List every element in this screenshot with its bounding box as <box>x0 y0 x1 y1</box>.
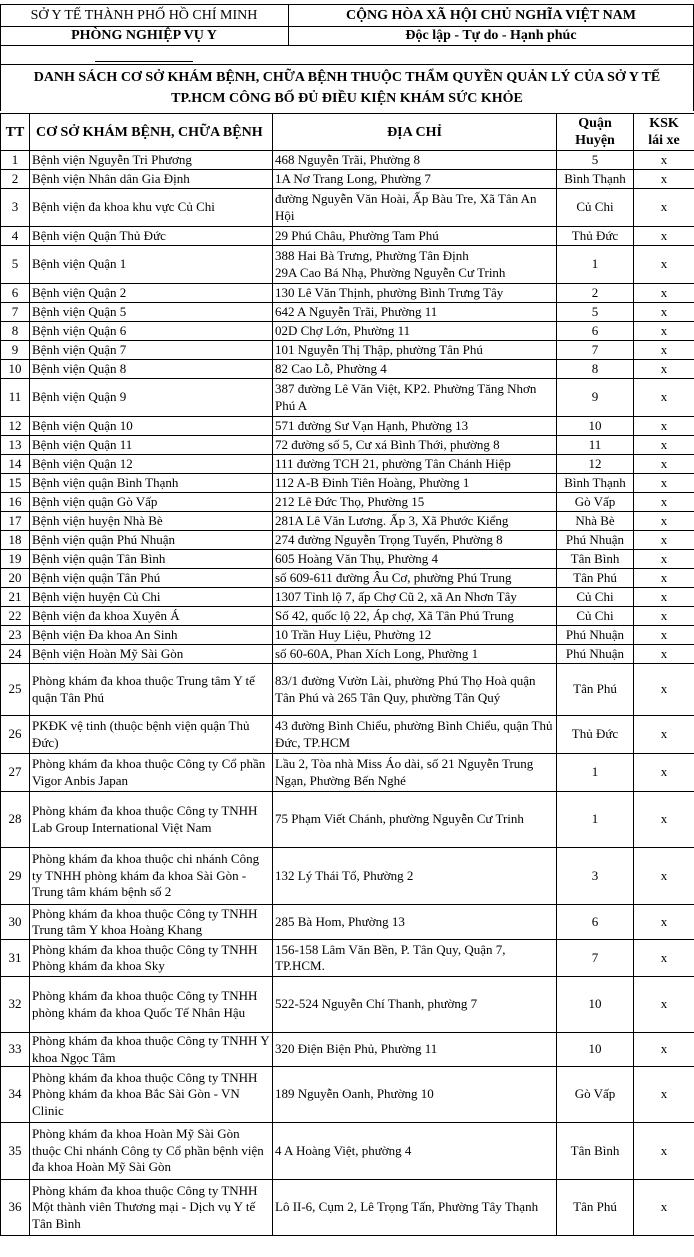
row-number: 18 <box>1 531 30 550</box>
facility-district: Gò Vấp <box>557 493 634 512</box>
facility-district: Củ Chi <box>557 588 634 607</box>
facility-address: 112 A-B Đinh Tiên Hoàng, Phường 1 <box>273 474 557 493</box>
row-number: 35 <box>1 1123 30 1180</box>
facility-district: Tân Phú <box>557 1180 634 1236</box>
col-header-ksk-line1: KSK <box>649 116 679 131</box>
ksk-mark: x <box>634 189 694 227</box>
facility-name: Bệnh viện Quận 7 <box>30 341 273 360</box>
header-border-divider <box>288 4 289 45</box>
row-number: 7 <box>1 303 30 322</box>
facility-district: Tân Bình <box>557 1123 634 1180</box>
facility-address: Lô II-6, Cụm 2, Lê Trọng Tấn, Phường Tây Thạnh <box>273 1180 557 1236</box>
facility-name: Bệnh viện quận Gò Vấp <box>30 493 273 512</box>
row-number: 31 <box>1 940 30 977</box>
ksk-mark: x <box>634 455 694 474</box>
table-row <box>1 455 694 474</box>
facility-district: Phú Nhuận <box>557 531 634 550</box>
facility-district: Tân Phú <box>557 664 634 716</box>
facility-name: Phòng khám đa khoa thuộc chi nhánh Công ty TNHH phòng khám đa khoa Sài Gòn - Trung tâm khám bệnh số 2 <box>30 848 273 905</box>
facility-district: 1 <box>557 754 634 792</box>
facility-address: 642 A Nguyễn Trãi, Phường 11 <box>273 303 557 322</box>
header-border-top <box>0 4 694 5</box>
facility-address: 156-158 Lâm Văn Bền, P. Tân Quy, Quận 7, TP.HCM. <box>273 940 557 977</box>
national-title: CỘNG HÒA XÃ HỘI CHỦ NGHĨA VIỆT NAM <box>345 8 636 23</box>
ksk-mark: x <box>634 151 694 170</box>
facility-table <box>0 113 694 1236</box>
table-row <box>1 1033 694 1067</box>
facility-address: 387 đường Lê Văn Việt, KP2. Phường Tăng Nhơn Phú A <box>273 379 557 417</box>
table-row <box>1 303 694 322</box>
table-row <box>1 436 694 455</box>
facility-address: 83/1 đường Vườn Lài, phường Phú Thọ Hoà quận Tân Phú và 265 Tân Quy, phường Tân Quý <box>273 664 557 716</box>
row-number: 15 <box>1 474 30 493</box>
facility-address: 72 đường số 5, Cư xá Bình Thới, phường 8 <box>273 436 557 455</box>
row-number: 28 <box>1 792 30 848</box>
facility-address: 571 đường Sư Vạn Hạnh, Phường 13 <box>273 417 557 436</box>
table-row <box>1 607 694 626</box>
facility-address: 29 Phú Châu, Phường Tam Phú <box>273 227 557 246</box>
col-header-tt: TT <box>1 114 30 151</box>
facility-name: Bệnh viện Đa khoa An Sinh <box>30 626 273 645</box>
table-row <box>1 151 694 170</box>
facility-district: 7 <box>557 940 634 977</box>
issuer-name: SỞ Y TẾ THÀNH PHỐ HỒ CHÍ MINH <box>30 8 258 23</box>
col-header-ksk <box>634 114 694 151</box>
table-row <box>1 550 694 569</box>
table-row <box>1 284 694 303</box>
table-row <box>1 1180 694 1236</box>
ksk-mark: x <box>634 531 694 550</box>
row-number: 25 <box>1 664 30 716</box>
table-row <box>1 977 694 1033</box>
facility-name: Phòng khám đa khoa thuộc Công ty TNHH Lab Group International Việt Nam <box>30 792 273 848</box>
facility-address: 02D Chợ Lớn, Phường 11 <box>273 322 557 341</box>
row-number: 9 <box>1 341 30 360</box>
facility-name: Phòng khám đa khoa Hoàn Mỹ Sài Gòn thuộc Chi nhánh Công ty Cổ phần bệnh viện đa khoa Hoàn Mỹ Sài Gòn <box>30 1123 273 1180</box>
facility-district: 6 <box>557 905 634 940</box>
col-header-district-line1: Quận <box>578 116 612 131</box>
facility-district: 10 <box>557 1033 634 1067</box>
title-line-1: DANH SÁCH CƠ SỞ KHÁM BỆNH, CHỮA BỆNH THUỘC THẨM QUYỀN QUẢN LÝ CỦA SỞ Y TẾ <box>33 70 661 85</box>
row-number: 23 <box>1 626 30 645</box>
table-row <box>1 531 694 550</box>
ksk-mark: x <box>634 977 694 1033</box>
table-row <box>1 588 694 607</box>
row-number: 19 <box>1 550 30 569</box>
facility-address: 212 Lê Đức Thọ, Phường 15 <box>273 493 557 512</box>
facility-district: 7 <box>557 341 634 360</box>
facility-district: Củ Chi <box>557 189 634 227</box>
facility-address: 468 Nguyễn Trãi, Phường 8 <box>273 151 557 170</box>
facility-name: Bệnh viện Quận 1 <box>30 246 273 284</box>
facility-name: Phòng khám đa khoa thuộc Công ty Cổ phần Vigor Anbis Japan <box>30 754 273 792</box>
ksk-mark: x <box>634 322 694 341</box>
facility-address: 101 Nguyễn Thị Thập, phường Tân Phú <box>273 341 557 360</box>
facility-address: 1A Nơ Trang Long, Phường 7 <box>273 170 557 189</box>
ksk-mark: x <box>634 848 694 905</box>
ksk-mark: x <box>634 664 694 716</box>
table-row <box>1 493 694 512</box>
row-number: 3 <box>1 189 30 227</box>
facility-name: Phòng khám đa khoa thuộc Công ty TNHH Phòng khám đa khoa Sky <box>30 940 273 977</box>
facility-district: 10 <box>557 417 634 436</box>
facility-district: 1 <box>557 792 634 848</box>
facility-name: Bệnh viện Quận 11 <box>30 436 273 455</box>
table-row <box>1 754 694 792</box>
table-row <box>1 1067 694 1123</box>
facility-name: Bệnh viện Quận 10 <box>30 417 273 436</box>
ksk-mark: x <box>634 284 694 303</box>
facility-name: Phòng khám đa khoa thuộc Công ty TNHH phòng khám đa khoa Quốc Tế Nhân Hậu <box>30 977 273 1033</box>
table-row <box>1 645 694 664</box>
table-row <box>1 905 694 940</box>
facility-name: Phòng khám đa khoa thuộc Công ty TNHH Trung tâm Y khoa Hoàng Khang <box>30 905 273 940</box>
ksk-mark: x <box>634 626 694 645</box>
facility-name: Bệnh viện Quận 2 <box>30 284 273 303</box>
row-number: 33 <box>1 1033 30 1067</box>
facility-address: Lầu 2, Tòa nhà Miss Áo dài, số 21 Nguyễn Trung Ngạn, Phường Bến Nghé <box>273 754 557 792</box>
ksk-mark: x <box>634 550 694 569</box>
table-body <box>1 151 694 1236</box>
title-border-top <box>0 64 694 65</box>
facility-name: Bệnh viện Nhân dân Gia Định <box>30 170 273 189</box>
table-row <box>1 417 694 436</box>
table-row <box>1 940 694 977</box>
ksk-mark: x <box>634 341 694 360</box>
ksk-mark: x <box>634 1033 694 1067</box>
facility-district: 2 <box>557 284 634 303</box>
facility-address: đường Nguyễn Văn Hoài, Ấp Bàu Tre, Xã Tân An Hội <box>273 189 557 227</box>
table-row <box>1 474 694 493</box>
facility-address: 285 Bà Hom, Phường 13 <box>273 905 557 940</box>
table-row <box>1 379 694 417</box>
ksk-mark: x <box>634 754 694 792</box>
row-number: 32 <box>1 977 30 1033</box>
facility-name: Phòng khám đa khoa thuộc Công ty TNHH Y khoa Ngọc Tâm <box>30 1033 273 1067</box>
facility-district: 11 <box>557 436 634 455</box>
ksk-mark: x <box>634 645 694 664</box>
ksk-mark: x <box>634 303 694 322</box>
facility-name: Bệnh viện Quận 9 <box>30 379 273 417</box>
ksk-mark: x <box>634 1180 694 1236</box>
facility-name: Bệnh viện đa khoa khu vực Củ Chi <box>30 189 273 227</box>
table-row <box>1 246 694 284</box>
ksk-mark: x <box>634 716 694 754</box>
facility-address: 281A Lê Văn Lương. Ấp 3, Xã Phước Kiểng <box>273 512 557 531</box>
row-number: 5 <box>1 246 30 284</box>
table-row <box>1 189 694 227</box>
facility-name: Phòng khám đa khoa thuộc Trung tâm Y tế quận Tân Phú <box>30 664 273 716</box>
row-number: 6 <box>1 284 30 303</box>
ksk-mark: x <box>634 588 694 607</box>
facility-address: 320 Điện Biện Phủ, Phường 11 <box>273 1033 557 1067</box>
facility-district: Phú Nhuận <box>557 645 634 664</box>
ksk-mark: x <box>634 417 694 436</box>
table-row <box>1 664 694 716</box>
ksk-mark: x <box>634 1067 694 1123</box>
table-row <box>1 1123 694 1180</box>
row-number: 20 <box>1 569 30 588</box>
header-border-mid <box>0 26 694 27</box>
facility-name: Bệnh viện quận Phú Nhuận <box>30 531 273 550</box>
facility-district: 12 <box>557 455 634 474</box>
facility-district: 8 <box>557 360 634 379</box>
table-row <box>1 227 694 246</box>
row-number: 36 <box>1 1180 30 1236</box>
facility-address: 132 Lý Thái Tổ, Phường 2 <box>273 848 557 905</box>
facility-district: Gò Vấp <box>557 1067 634 1123</box>
facility-district: Bình Thạnh <box>557 170 634 189</box>
facility-name: Bệnh viện Quận 6 <box>30 322 273 341</box>
row-number: 30 <box>1 905 30 940</box>
facility-district: Nhà Bè <box>557 512 634 531</box>
row-number: 22 <box>1 607 30 626</box>
row-number: 21 <box>1 588 30 607</box>
col-header-address: ĐỊA CHỈ <box>273 114 557 151</box>
facility-district: 6 <box>557 322 634 341</box>
facility-address: 4 A Hoàng Việt, phường 4 <box>273 1123 557 1180</box>
facility-name: PKĐK vệ tinh (thuộc bệnh viện quận Thủ Đức) <box>30 716 273 754</box>
ksk-mark: x <box>634 360 694 379</box>
ksk-mark: x <box>634 246 694 284</box>
facility-address: 10 Trần Huy Liệu, Phường 12 <box>273 626 557 645</box>
facility-district: 1 <box>557 246 634 284</box>
table-row <box>1 341 694 360</box>
table-row <box>1 170 694 189</box>
row-number: 12 <box>1 417 30 436</box>
table-row <box>1 569 694 588</box>
facility-name: Bệnh viện quận Tân Phú <box>30 569 273 588</box>
facility-address: 1307 Tỉnh lộ 7, ấp Chợ Cũ 2, xã An Nhơn Tây <box>273 588 557 607</box>
ksk-mark: x <box>634 607 694 626</box>
ksk-mark: x <box>634 493 694 512</box>
ksk-mark: x <box>634 569 694 588</box>
col-header-district <box>557 114 634 151</box>
table-row <box>1 792 694 848</box>
ksk-mark: x <box>634 227 694 246</box>
facility-name: Bệnh viện Hoàn Mỹ Sài Gòn <box>30 645 273 664</box>
facility-address: 75 Phạm Viết Chánh, phường Nguyễn Cư Trinh <box>273 792 557 848</box>
facility-district: Bình Thạnh <box>557 474 634 493</box>
facility-address: 388 Hai Bà Trưng, Phường Tân Định 29A Cao Bá Nhạ, Phường Nguyễn Cư Trinh <box>273 246 557 284</box>
table-header-row <box>1 114 694 151</box>
facility-name: Bệnh viện huyện Nhà Bè <box>30 512 273 531</box>
row-number: 14 <box>1 455 30 474</box>
facility-name: Bệnh viện Quận Thủ Đức <box>30 227 273 246</box>
facility-name: Bệnh viện huyện Củ Chi <box>30 588 273 607</box>
document-title <box>0 67 694 109</box>
row-number: 1 <box>1 151 30 170</box>
col-header-name: CƠ SỞ KHÁM BỆNH, CHỮA BỆNH <box>30 114 273 151</box>
facility-name: Phòng khám đa khoa thuộc Công ty TNHH Phòng khám đa khoa Bắc Sài Gòn - VN Clinic <box>30 1067 273 1123</box>
ksk-mark: x <box>634 474 694 493</box>
ksk-mark: x <box>634 1123 694 1180</box>
facility-name: Bệnh viện đa khoa Xuyên Á <box>30 607 273 626</box>
facility-name: Bệnh viện quận Bình Thạnh <box>30 474 273 493</box>
facility-address: 82 Cao Lỗ, Phường 4 <box>273 360 557 379</box>
facility-name: Phòng khám đa khoa thuộc Công ty TNHH Một thành viên Thương mại - Dịch vụ Y tế Tân Bình <box>30 1180 273 1236</box>
facility-name: Bệnh viện Nguyễn Tri Phương <box>30 151 273 170</box>
facility-address: 522-524 Nguyễn Chí Thanh, phường 7 <box>273 977 557 1033</box>
col-header-district-line2: Huyện <box>575 133 615 148</box>
facility-district: Tân Bình <box>557 550 634 569</box>
row-number: 4 <box>1 227 30 246</box>
ksk-mark: x <box>634 170 694 189</box>
row-number: 10 <box>1 360 30 379</box>
table-row <box>1 848 694 905</box>
facility-address: 189 Nguyễn Oanh, Phường 10 <box>273 1067 557 1123</box>
row-number: 16 <box>1 493 30 512</box>
facility-district: 5 <box>557 151 634 170</box>
national-motto: Độc lập - Tự do - Hạnh phúc <box>405 28 577 43</box>
facility-name: Bệnh viện Quận 12 <box>30 455 273 474</box>
facility-address: 605 Hoàng Văn Thụ, Phường 4 <box>273 550 557 569</box>
facility-address: số 609-611 đường Âu Cơ, phường Phú Trung <box>273 569 557 588</box>
row-number: 26 <box>1 716 30 754</box>
facility-district: Tân Phú <box>557 569 634 588</box>
facility-address: 274 đường Nguyễn Trọng Tuyển, Phường 8 <box>273 531 557 550</box>
facility-name: Bệnh viện Quận 5 <box>30 303 273 322</box>
table-row <box>1 626 694 645</box>
row-number: 27 <box>1 754 30 792</box>
facility-district: 5 <box>557 303 634 322</box>
facility-district: Thủ Đức <box>557 716 634 754</box>
ksk-mark: x <box>634 436 694 455</box>
facility-district: 3 <box>557 848 634 905</box>
facility-district: 9 <box>557 379 634 417</box>
facility-address: Số 42, quốc lộ 22, Áp chợ, Xã Tân Phú Trung <box>273 607 557 626</box>
table-row <box>1 322 694 341</box>
col-header-ksk-line2: lái xe <box>648 133 680 148</box>
row-number: 11 <box>1 379 30 417</box>
row-number: 13 <box>1 436 30 455</box>
facility-address: 130 Lê Văn Thịnh, phường Bình Trưng Tây <box>273 284 557 303</box>
facility-name: Bệnh viện quận Tân Bình <box>30 550 273 569</box>
table-row <box>1 716 694 754</box>
ksk-mark: x <box>634 905 694 940</box>
issuer-department: PHÒNG NGHIỆP VỤ Y <box>71 28 217 43</box>
header-border-bottom <box>0 45 694 46</box>
facility-address: 43 đường Bình Chiểu, phường Bình Chiểu, quận Thủ Đức, TP.HCM <box>273 716 557 754</box>
facility-district: 10 <box>557 977 634 1033</box>
facility-district: Củ Chi <box>557 607 634 626</box>
row-number: 24 <box>1 645 30 664</box>
ksk-mark: x <box>634 792 694 848</box>
facility-address: số 60-60A, Phan Xích Long, Phường 1 <box>273 645 557 664</box>
title-line-2: TP.HCM CÔNG BỐ ĐỦ ĐIỀU KIỆN KHÁM SỨC KHỎE <box>171 91 523 106</box>
facility-address: 111 đường TCH 21, phường Tân Chánh Hiệp <box>273 455 557 474</box>
facility-district: Phú Nhuận <box>557 626 634 645</box>
ksk-mark: x <box>634 512 694 531</box>
row-number: 34 <box>1 1067 30 1123</box>
facility-name: Bệnh viện Quận 8 <box>30 360 273 379</box>
table-row <box>1 512 694 531</box>
ksk-mark: x <box>634 940 694 977</box>
row-number: 2 <box>1 170 30 189</box>
ksk-mark: x <box>634 379 694 417</box>
row-number: 29 <box>1 848 30 905</box>
issuer-underline <box>95 61 193 62</box>
facility-district: Thủ Đức <box>557 227 634 246</box>
row-number: 17 <box>1 512 30 531</box>
row-number: 8 <box>1 322 30 341</box>
table-row <box>1 360 694 379</box>
